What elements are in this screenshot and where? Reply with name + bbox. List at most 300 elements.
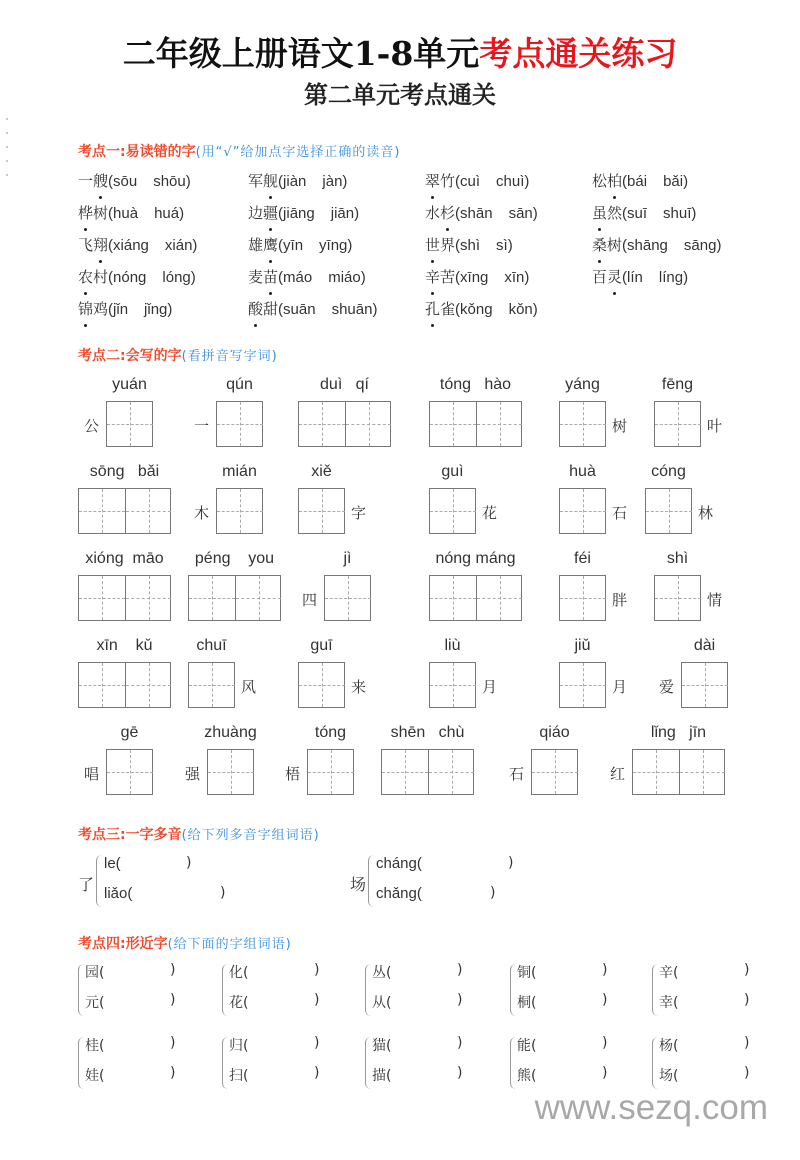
pinyin-label: xiě xyxy=(311,463,332,480)
pinyin-options: (huà huá) xyxy=(108,205,185,222)
writing-cell[interactable] xyxy=(235,576,281,620)
writing-cell[interactable] xyxy=(125,576,171,620)
word-char: 舰 xyxy=(263,170,278,191)
pinyin-option[interactable]: xián xyxy=(164,237,193,254)
word-char: 桑 xyxy=(592,234,607,255)
close-paren: ) xyxy=(744,962,750,978)
similar-char-answer[interactable] xyxy=(372,962,391,982)
pinyin-option[interactable]: nóng xyxy=(113,269,147,286)
reading-item xyxy=(78,234,197,255)
writing-box[interactable] xyxy=(216,401,263,447)
writing-cell[interactable] xyxy=(382,750,428,794)
writing-cell[interactable] xyxy=(125,663,171,707)
writing-box[interactable] xyxy=(645,488,692,534)
reading-item xyxy=(78,202,184,223)
given-char: 胖 xyxy=(612,591,628,609)
pinyin-option[interactable]: xiáng xyxy=(113,237,149,254)
similar-char-answer[interactable] xyxy=(659,992,678,1012)
pinyin-option[interactable]: shuī xyxy=(663,205,692,222)
given-char: 爱 xyxy=(659,678,675,696)
word-char: 水 xyxy=(425,204,441,222)
writing-box[interactable] xyxy=(429,401,522,447)
similar-char-answer[interactable] xyxy=(85,962,104,982)
similar-char: 铜( xyxy=(517,965,537,981)
writing-box[interactable] xyxy=(106,749,153,795)
section2-hint: (看拼音写字词) xyxy=(181,349,278,364)
similar-char: 描( xyxy=(372,1068,392,1084)
pinyin-option[interactable]: sāng xyxy=(683,237,717,254)
similar-char-answer[interactable] xyxy=(659,962,678,982)
pinyin-option[interactable]: bái xyxy=(627,173,648,190)
section3-hint: (给下列多音字组词语) xyxy=(181,828,320,843)
given-char: 石 xyxy=(509,765,525,783)
writing-cell[interactable] xyxy=(476,402,522,446)
pinyin-label: yuán xyxy=(112,376,147,393)
similar-char-answer[interactable] xyxy=(659,1065,678,1085)
pinyin-label: shēn chù xyxy=(390,724,465,741)
reading-label: cháng( xyxy=(376,855,422,872)
writing-cell[interactable] xyxy=(189,663,235,707)
pinyin-label: yáng xyxy=(565,376,600,393)
pinyin-label: nóng máng xyxy=(435,550,516,567)
pinyin-options: (kǒng kǒn) xyxy=(455,301,538,318)
reading-item xyxy=(78,298,172,319)
pinyin-option[interactable]: xīn xyxy=(504,269,525,286)
pinyin-option[interactable]: shān xyxy=(460,205,493,222)
given-char: 花 xyxy=(482,504,498,522)
word-char: 辛 xyxy=(425,266,440,287)
writing-box[interactable] xyxy=(654,401,701,447)
polyphone-answer[interactable] xyxy=(376,855,422,872)
writing-box[interactable] xyxy=(188,575,281,621)
word-char: 苗 xyxy=(263,266,278,287)
word-char: 疆 xyxy=(263,202,278,223)
given-char: 一 xyxy=(194,417,210,435)
similar-char-answer[interactable] xyxy=(85,1035,104,1055)
emphasis-dot-icon xyxy=(99,260,102,263)
pinyin-option[interactable]: huá xyxy=(154,205,180,222)
similar-char-answer[interactable] xyxy=(229,1035,248,1055)
pinyin-option[interactable]: yīn xyxy=(283,237,304,254)
writing-box[interactable] xyxy=(298,488,345,534)
pinyin-option[interactable]: sōu xyxy=(113,173,138,190)
writing-box[interactable] xyxy=(559,575,606,621)
reading-item xyxy=(248,298,377,319)
given-char: 强 xyxy=(185,765,201,783)
writing-box[interactable] xyxy=(78,488,171,534)
word-char: 苦 xyxy=(440,268,456,286)
given-char: 情 xyxy=(707,591,723,609)
word-char: 飞 xyxy=(78,236,94,254)
writing-box[interactable] xyxy=(298,401,391,447)
pinyin-label: jiǔ xyxy=(574,637,591,654)
similar-char: 场( xyxy=(659,1068,679,1084)
close-paren: ) xyxy=(457,1065,463,1081)
writing-cell[interactable] xyxy=(189,576,235,620)
word-char: 边 xyxy=(248,204,264,222)
pinyin-options: (shān sān) xyxy=(455,205,538,222)
writing-cell[interactable] xyxy=(299,489,345,533)
emphasis-dot-icon xyxy=(269,292,272,295)
polyphone-answer[interactable] xyxy=(104,855,121,872)
section4-heading xyxy=(78,933,292,953)
pinyin-label: sōng bǎi xyxy=(89,463,160,480)
word-char: 然 xyxy=(607,204,623,222)
given-char: 梧 xyxy=(285,765,301,783)
emphasis-dot-icon xyxy=(254,324,257,327)
pinyin-option[interactable]: lín xyxy=(627,269,643,286)
writing-cell[interactable] xyxy=(655,402,701,446)
scan-edge-mark xyxy=(6,118,8,188)
close-paren: ) xyxy=(744,992,750,1008)
pinyin-label: jì xyxy=(343,550,352,567)
pinyin-options: (jiàn jàn) xyxy=(278,173,348,190)
similar-char-answer[interactable] xyxy=(229,962,248,982)
page-subtitle: 第二单元考点通关 xyxy=(304,80,496,109)
word-char: 界 xyxy=(440,236,456,254)
writing-box[interactable] xyxy=(429,488,476,534)
watermark: www.sezq.com xyxy=(534,1088,768,1127)
pinyin-options: (lín líng) xyxy=(622,269,689,286)
close-paren: ) xyxy=(170,992,176,1008)
pinyin-options: (jǐn jǐng) xyxy=(108,301,173,318)
similar-char: 能( xyxy=(517,1038,537,1054)
writing-box[interactable] xyxy=(78,662,171,708)
writing-box[interactable] xyxy=(559,488,606,534)
pinyin-option[interactable]: yīng xyxy=(319,237,348,254)
pinyin-option[interactable]: máo xyxy=(283,269,313,286)
pinyin-options: (bái bǎi) xyxy=(622,173,689,190)
pinyin-option[interactable]: jiāng xyxy=(283,205,315,222)
pinyin-label: guī xyxy=(310,637,333,654)
pinyin-option[interactable]: kǒng xyxy=(460,301,493,318)
title-red: 考点通关练习 xyxy=(479,34,678,73)
given-char: 公 xyxy=(84,417,100,435)
writing-cell[interactable] xyxy=(125,489,171,533)
close-paren: ) xyxy=(457,1035,463,1051)
emphasis-dot-icon xyxy=(431,324,434,327)
section1-title: 考点一:易读错的字 xyxy=(78,144,196,160)
writing-cell[interactable] xyxy=(345,402,391,446)
emphasis-dot-icon xyxy=(431,292,434,295)
given-char: 字 xyxy=(351,504,367,522)
similar-char-answer[interactable] xyxy=(229,1065,248,1085)
close-paren: ) xyxy=(314,1035,320,1051)
similar-char-answer[interactable] xyxy=(517,992,536,1012)
pinyin-label: fēng xyxy=(661,376,694,393)
reading-item xyxy=(425,234,513,255)
pinyin-option[interactable]: huà xyxy=(113,205,139,222)
writing-cell[interactable] xyxy=(430,402,476,446)
word-char: 桦 xyxy=(78,202,93,223)
similar-char: 化( xyxy=(229,965,249,981)
word-char: 艘 xyxy=(93,170,108,191)
pinyin-options: (yīn yīng) xyxy=(278,237,353,254)
word-char: 鸡 xyxy=(93,300,109,318)
writing-cell[interactable] xyxy=(217,402,263,446)
emphasis-dot-icon xyxy=(431,196,434,199)
pinyin-option[interactable]: shāng xyxy=(627,237,668,254)
close-paren: ) xyxy=(508,855,514,871)
title-black: 二年级上册语文1-8单元 xyxy=(122,34,480,73)
emphasis-dot-icon xyxy=(269,260,272,263)
writing-cell[interactable] xyxy=(79,489,125,533)
given-char: 来 xyxy=(351,678,367,696)
emphasis-dot-icon xyxy=(431,260,434,263)
close-paren: ) xyxy=(314,962,320,978)
writing-box[interactable] xyxy=(324,575,371,621)
writing-cell[interactable] xyxy=(208,750,254,794)
polyphone-char: 场 xyxy=(350,875,367,894)
page-title xyxy=(0,28,800,75)
pinyin-options: (suān shuān) xyxy=(278,301,378,318)
close-paren: ) xyxy=(170,1065,176,1081)
writing-box[interactable] xyxy=(106,401,153,447)
writing-cell[interactable] xyxy=(308,750,354,794)
pinyin-options: (suī shuī) xyxy=(622,205,697,222)
similar-char: 扫( xyxy=(229,1068,249,1084)
similar-char-answer[interactable] xyxy=(517,1035,536,1055)
pinyin-label: qún xyxy=(226,376,253,393)
word-char: 一 xyxy=(78,172,94,190)
pinyin-label: lǐng jīn xyxy=(650,724,707,741)
word-char: 虽 xyxy=(592,202,607,223)
writing-cell[interactable] xyxy=(79,576,125,620)
word-char: 百 xyxy=(592,268,608,286)
section4-hint: (给下面的字组词语) xyxy=(167,937,292,952)
reading-item xyxy=(78,170,191,191)
emphasis-dot-icon xyxy=(269,228,272,231)
pinyin-option[interactable]: chuì xyxy=(496,173,525,190)
writing-cell[interactable] xyxy=(325,576,371,620)
pinyin-options: (cuì chuì) xyxy=(455,173,530,190)
reading-label: liǎo( xyxy=(104,885,133,902)
similar-char: 幸( xyxy=(659,995,679,1011)
similar-char: 元( xyxy=(85,995,105,1011)
pinyin-options: (xiáng xián) xyxy=(108,237,198,254)
word-char: 树 xyxy=(93,204,109,222)
word-char: 世 xyxy=(425,234,440,255)
writing-cell[interactable] xyxy=(532,750,578,794)
reading-label: le( xyxy=(104,855,121,872)
similar-char-answer[interactable] xyxy=(659,1035,678,1055)
writing-box[interactable] xyxy=(654,575,701,621)
writing-cell[interactable] xyxy=(560,576,606,620)
word-char: 翠 xyxy=(425,170,440,191)
given-char: 石 xyxy=(612,504,628,522)
writing-box[interactable] xyxy=(681,662,728,708)
close-paren: ) xyxy=(314,1065,320,1081)
pinyin-options: (nóng lóng) xyxy=(108,269,196,286)
writing-cell[interactable] xyxy=(428,750,474,794)
close-paren: ) xyxy=(220,885,226,901)
writing-box[interactable] xyxy=(298,662,345,708)
polyphone-answer[interactable] xyxy=(104,885,132,902)
writing-box[interactable] xyxy=(78,575,171,621)
close-paren: ) xyxy=(602,1065,608,1081)
pinyin-label: tóng hào xyxy=(439,376,512,393)
writing-cell[interactable] xyxy=(430,576,476,620)
section2-title: 考点二:会写的字 xyxy=(78,348,182,364)
pinyin-option[interactable]: sì xyxy=(496,237,508,254)
close-paren: ) xyxy=(170,962,176,978)
section2-heading xyxy=(78,345,278,365)
word-char: 鹰 xyxy=(263,234,278,255)
pinyin-option[interactable]: suī xyxy=(627,205,648,222)
similar-char: 园( xyxy=(85,965,105,981)
section3-heading xyxy=(78,824,320,844)
reading-item xyxy=(592,202,696,223)
pinyin-option[interactable]: lóng xyxy=(162,269,191,286)
pinyin-label: qiáo xyxy=(539,724,570,741)
pinyin-label: guì xyxy=(441,463,464,480)
writing-cell[interactable] xyxy=(560,489,606,533)
pinyin-label: chuī xyxy=(196,637,227,654)
section4-title: 考点四:形近字 xyxy=(78,936,168,952)
writing-cell[interactable] xyxy=(299,663,345,707)
pinyin-label: péng you xyxy=(194,550,275,567)
writing-cell[interactable] xyxy=(682,663,728,707)
word-char: 柏 xyxy=(607,170,622,191)
similar-char-answer[interactable] xyxy=(372,1065,391,1085)
pinyin-option[interactable]: kǒn xyxy=(508,301,533,318)
similar-char: 归( xyxy=(229,1038,249,1054)
pinyin-option[interactable]: shōu xyxy=(153,173,186,190)
pinyin-option[interactable]: shì xyxy=(460,237,481,254)
similar-char-answer[interactable] xyxy=(85,992,104,1012)
reading-item xyxy=(425,170,529,191)
similar-char: 丛( xyxy=(372,965,392,981)
writing-cell[interactable] xyxy=(107,402,153,446)
writing-box[interactable] xyxy=(207,749,254,795)
similar-char: 猫( xyxy=(372,1038,392,1054)
word-char: 军 xyxy=(248,172,264,190)
reading-item xyxy=(248,202,359,223)
reading-label: chǎng( xyxy=(376,885,422,902)
pinyin-label: zhuàng xyxy=(204,724,257,741)
pinyin-label: shì xyxy=(666,550,689,567)
writing-box[interactable] xyxy=(559,401,606,447)
pinyin-option[interactable]: jàn xyxy=(322,173,343,190)
writing-cell[interactable] xyxy=(430,663,476,707)
similar-char: 桂( xyxy=(85,1038,105,1054)
close-paren: ) xyxy=(744,1065,750,1081)
similar-char-answer[interactable] xyxy=(85,1065,104,1085)
given-char: 四 xyxy=(302,591,318,609)
word-char: 竹 xyxy=(440,172,456,190)
section1-hint: (用“√”给加点字选择正确的读音) xyxy=(195,145,401,160)
close-paren: ) xyxy=(602,962,608,978)
writing-box[interactable] xyxy=(632,749,725,795)
writing-box[interactable] xyxy=(429,575,522,621)
pinyin-options: (shāng sāng) xyxy=(622,237,722,254)
writing-box[interactable] xyxy=(429,662,476,708)
similar-char: 从( xyxy=(372,995,392,1011)
pinyin-label: xīn kǔ xyxy=(96,637,153,654)
writing-cell[interactable] xyxy=(560,402,606,446)
word-char: 村 xyxy=(93,268,109,286)
reading-item xyxy=(248,234,352,255)
close-paren: ) xyxy=(314,992,320,1008)
pinyin-option[interactable]: sān xyxy=(508,205,533,222)
reading-item xyxy=(592,266,688,287)
pinyin-option[interactable]: shuān xyxy=(331,301,373,318)
given-char: 唱 xyxy=(84,765,100,783)
close-paren: ) xyxy=(602,992,608,1008)
writing-cell[interactable] xyxy=(476,576,522,620)
writing-box[interactable] xyxy=(307,749,354,795)
writing-cell[interactable] xyxy=(633,750,679,794)
word-char: 杉 xyxy=(440,202,455,223)
pinyin-label: duì qí xyxy=(320,376,369,393)
writing-cell[interactable] xyxy=(655,576,701,620)
writing-cell[interactable] xyxy=(679,750,725,794)
pinyin-option[interactable]: jiàn xyxy=(283,173,307,190)
similar-char: 桐( xyxy=(517,995,537,1011)
writing-cell[interactable] xyxy=(560,663,606,707)
pinyin-option[interactable]: cuì xyxy=(460,173,481,190)
pinyin-option[interactable]: xīng xyxy=(460,269,489,286)
similar-char-answer[interactable] xyxy=(372,1035,391,1055)
similar-char-answer[interactable] xyxy=(517,962,536,982)
pinyin-option[interactable]: jiān xyxy=(330,205,355,222)
similar-char: 辛( xyxy=(659,965,679,981)
close-paren: ) xyxy=(170,1035,176,1051)
pinyin-options: (xīng xīn) xyxy=(455,269,530,286)
writing-cell[interactable] xyxy=(217,489,263,533)
writing-cell[interactable] xyxy=(107,750,153,794)
pinyin-option[interactable]: líng xyxy=(658,269,684,286)
similar-char-answer[interactable] xyxy=(517,1065,536,1085)
emphasis-dot-icon xyxy=(84,228,87,231)
pinyin-label: liù xyxy=(444,637,461,654)
similar-char-answer[interactable] xyxy=(229,992,248,1012)
pinyin-options: (shì sì) xyxy=(455,237,513,254)
similar-char: 娃( xyxy=(85,1068,105,1084)
given-char: 林 xyxy=(698,504,714,522)
pinyin-option[interactable]: bǎi xyxy=(663,173,684,190)
polyphone-answer[interactable] xyxy=(376,885,422,902)
pinyin-option[interactable]: miáo xyxy=(328,269,361,286)
writing-cell[interactable] xyxy=(299,402,345,446)
given-char: 树 xyxy=(612,417,628,435)
word-char: 麦 xyxy=(248,268,264,286)
pinyin-option[interactable]: suān xyxy=(283,301,316,318)
writing-box[interactable] xyxy=(531,749,578,795)
writing-box[interactable] xyxy=(381,749,474,795)
word-char: 酸 xyxy=(248,298,263,319)
word-char: 雀 xyxy=(440,300,456,318)
similar-char-answer[interactable] xyxy=(372,992,391,1012)
writing-box[interactable] xyxy=(188,662,235,708)
writing-cell[interactable] xyxy=(430,489,476,533)
pinyin-option[interactable]: jǐng xyxy=(144,301,168,318)
polyphone-char: 了 xyxy=(78,875,95,894)
pinyin-option[interactable]: jǐn xyxy=(113,301,129,318)
word-char: 翔 xyxy=(93,234,108,255)
pinyin-options: (sōu shōu) xyxy=(108,173,191,190)
reading-item xyxy=(425,266,529,287)
emphasis-dot-icon xyxy=(598,260,601,263)
word-char: 松 xyxy=(592,172,608,190)
writing-cell[interactable] xyxy=(646,489,692,533)
writing-cell[interactable] xyxy=(79,663,125,707)
writing-box[interactable] xyxy=(216,488,263,534)
writing-box[interactable] xyxy=(559,662,606,708)
close-paren: ) xyxy=(457,992,463,1008)
given-char: 叶 xyxy=(707,417,723,435)
pinyin-label: cóng xyxy=(651,463,686,480)
